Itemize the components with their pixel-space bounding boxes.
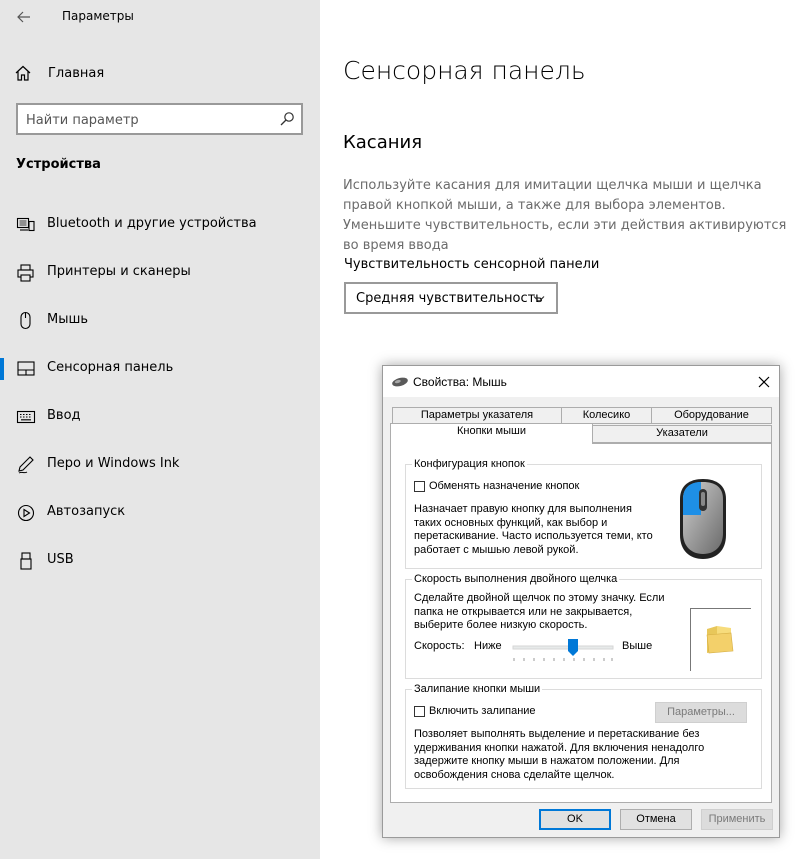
checkbox-box[interactable] (414, 481, 425, 492)
apply-button[interactable]: Применить (701, 809, 773, 830)
tab-buttons[interactable]: Кнопки мыши (390, 423, 593, 444)
click-lock-title: Залипание кнопки мыши (414, 683, 541, 695)
touch-description: Используйте касания для имитации щелчка мыши и щелчка правой кнопкой мыши, а также для выбора элементов. Уменьшите чувствительность, если эти действия активируются во время ввода (343, 178, 787, 253)
back-arrow-icon (14, 6, 34, 28)
sidebar-item-label: Принтеры и сканеры (47, 264, 191, 279)
printer-icon (16, 263, 36, 283)
ok-button[interactable]: OK (539, 809, 611, 830)
tab-wheel[interactable]: Колесико (561, 407, 652, 424)
usb-icon (16, 551, 36, 571)
sidebar-item-label: USB (47, 552, 74, 567)
pen-icon (16, 455, 36, 475)
slider-thumb[interactable] (568, 639, 578, 656)
home-label: Главная (48, 65, 105, 81)
sidebar-item-bluetooth[interactable] (0, 205, 320, 245)
button-config-group (405, 458, 762, 569)
click-lock-label: Включить залипание (429, 705, 536, 717)
sidebar-item-label: Перо и Windows Ink (47, 456, 180, 471)
speed-low-label: Ниже (474, 640, 502, 652)
sidebar-item-touchpad[interactable] (0, 349, 320, 389)
sidebar-item-label: Автозапуск (47, 504, 126, 519)
sidebar (0, 0, 320, 859)
close-icon[interactable] (755, 373, 773, 391)
click-lock-group (405, 683, 762, 789)
double-click-title: Скорость выполнения двойного щелчка (414, 573, 618, 585)
sidebar-item-input[interactable] (0, 397, 320, 437)
keyboard-icon (16, 407, 36, 427)
swap-buttons-label: Обменять назначение кнопок (429, 480, 580, 492)
speed-high-label: Выше (622, 640, 653, 652)
sensitivity-label: Чувствительность сенсорной панели (344, 257, 600, 272)
search-input[interactable] (26, 111, 266, 129)
checkbox-box[interactable] (414, 706, 425, 717)
page-title: Сенсорная панель (343, 56, 586, 85)
test-folder-area[interactable] (690, 608, 751, 671)
tab-panel-buttons (390, 443, 772, 803)
button-config-description: Назначает правую кнопку для выполнения таких основных функций, как выбор и перетаскивание. Часто используется теми, кто работает с мышью левой рукой. (414, 503, 653, 556)
sidebar-item-printers[interactable] (0, 253, 320, 293)
mouse-icon (16, 311, 36, 331)
sidebar-item-label: Bluetooth и другие устройства (47, 216, 257, 231)
sensitivity-dropdown[interactable] (344, 282, 558, 314)
mouse-properties-dialog (382, 365, 780, 838)
sidebar-item-pen[interactable] (0, 445, 320, 485)
home-link[interactable] (14, 62, 104, 84)
mouse-illustration-icon (674, 477, 732, 561)
click-lock-description: Позволяет выполнять выделение и перетаскивание без удерживания кнопки нажатой. Для включения ненадолго задержите кнопку мыши в нажатом положении. Для освобождения снова сделайте щелчок. (414, 728, 705, 781)
bluetooth-devices-icon (16, 215, 36, 235)
button-config-title: Конфигурация кнопок (414, 458, 525, 470)
mouse-app-icon (391, 376, 409, 388)
folder-icon[interactable] (705, 623, 735, 655)
sidebar-item-mouse[interactable] (0, 301, 320, 341)
sidebar-item-label: Ввод (47, 408, 81, 423)
click-lock-checkbox[interactable] (414, 705, 536, 717)
sidebar-item-label: Мышь (47, 312, 89, 327)
search-icon[interactable] (279, 111, 295, 127)
touchpad-icon (16, 359, 36, 379)
chevron-down-icon (532, 292, 546, 306)
swap-buttons-checkbox[interactable] (414, 480, 579, 492)
autoplay-icon (16, 503, 36, 523)
sidebar-item-usb[interactable] (0, 541, 320, 581)
double-click-description: Сделайте двойной щелчок по этому значку. Если папка не открывается или не закрывается, выберите более низкую скорость. (414, 592, 665, 631)
double-click-group (405, 573, 762, 679)
sidebar-item-autoplay[interactable] (0, 493, 320, 533)
cancel-button[interactable]: Отмена (620, 809, 692, 830)
tab-hardware[interactable]: Оборудование (651, 407, 772, 424)
dialog-titlebar (383, 366, 779, 397)
tab-pointer-options[interactable]: Параметры указателя (392, 407, 562, 424)
speed-label: Скорость: (414, 640, 465, 652)
search-box[interactable] (16, 103, 303, 135)
sidebar-item-label: Сенсорная панель (47, 360, 174, 375)
tab-pointers[interactable]: Указатели (592, 425, 772, 443)
sensitivity-value: Средняя чувствительность (356, 291, 543, 306)
back-button[interactable] (14, 6, 34, 28)
section-subtitle: Касания (343, 132, 423, 153)
click-lock-settings-button[interactable]: Параметры... (655, 702, 747, 723)
dialog-title: Свойства: Мышь (413, 375, 507, 389)
app-title: Параметры (62, 9, 134, 23)
double-click-speed-slider[interactable] (511, 636, 615, 664)
section-title: Устройства (16, 157, 101, 172)
home-icon (14, 64, 32, 82)
